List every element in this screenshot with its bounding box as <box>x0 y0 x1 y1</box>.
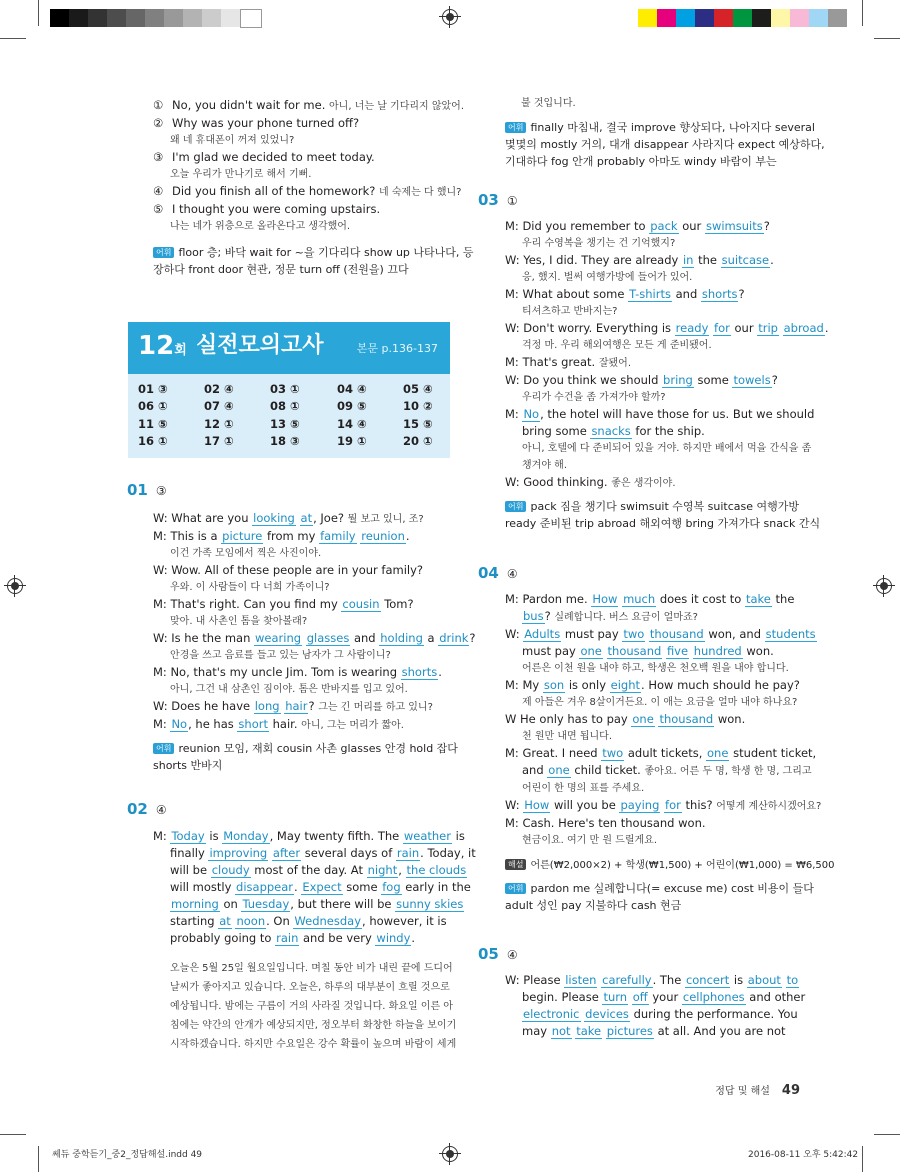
registration-mark-top <box>442 9 458 25</box>
option-line <box>153 201 453 218</box>
answer-cell: 11 ⑤ <box>138 417 168 431</box>
option-ko: 오늘 우리가 만나기로 해서 기뻐. <box>170 169 312 180</box>
option-ko: 네 숙제는 다 했니? <box>379 187 462 198</box>
question-02-number: 02 ④ <box>127 800 167 818</box>
answer-cell: 15 ⑤ <box>403 417 433 431</box>
left-top-options <box>153 97 474 278</box>
question-01-script: W: What are you looking at, Joe? 뭘 보고 있니, 조? M: This is a picture from my family reunion. 이건 가족 모임에서 찍은 사진이야. W: Wow. All of these people are in your family? 우와. 이 사람들이 다 너희 가족이니? M: That's right. Can you find my cousin Tom? 맞아. 내 사촌인 톰을 찾아볼래? W: Is he the man wearing glasses and holding a drink? 안경을 쓰고 음료를 들고 있는 남자가 그 사람이니? M: No, that's my uncle Jim. Tom is wearing shorts. 아니, 그건 내 삼촌인 짐이야. 톰은 반바지를 입고 있어. W: Does he have long hair? 그는 긴 머리를 하고 있니? M: No, he has short hair. 아니, 그는 머리가 짧아. 어휘 reunion 모임, 재회 cousin 사촌 glasses 안경 hold 잡다 shorts 반바지 <box>153 511 476 772</box>
answer-cell: 04 ④ <box>337 382 367 396</box>
answer-key-table <box>128 374 450 458</box>
option-ko: 나는 네가 위층으로 올라온다고 생각했어. <box>170 221 351 232</box>
option-en: I thought you were coming upstairs. <box>172 202 381 216</box>
answer-cell: 19 ① <box>337 434 367 448</box>
test-title: 실전모의고사 <box>196 333 324 358</box>
registration-mark-right <box>876 578 892 594</box>
question-05-script: W: Please listen carefully. The concert is about to begin. Please turn off your cellphones and other electronic devices during the performance. You may not take pictures at all. And you are not <box>505 973 806 1038</box>
question-01-number: 01 ③ <box>127 481 167 499</box>
answer-cell: 09 ⑤ <box>337 399 367 413</box>
option-en: Why was your phone turned off? <box>172 116 360 130</box>
option-line <box>153 183 462 201</box>
answer-cell: 18 ③ <box>270 434 300 448</box>
option-ko: 아니, 너는 날 기다리지 않았어. <box>329 101 465 112</box>
answer-cell: 05 ④ <box>403 382 433 396</box>
vocab-text: 장하다 front door 현관, 정문 turn off (전원을) 끄다 <box>153 263 409 276</box>
registration-mark-bottom <box>442 1146 458 1162</box>
right-top-continuation: 불 것입니다. 어휘 finally 마침내, 결국 improve 향상되다, 나아지다 several 몇몇의 mostly 거의, 대개 disappear 사라지다 expect 예상하다, 기대하다 fog 안개 probably 아마도 windy 바람이 부는 <box>505 98 825 168</box>
question-03-number: 03 ① <box>478 191 518 209</box>
answer-cell: 06 ① <box>138 399 168 413</box>
question-04-script: M: Pardon me. How much does it cost to take the bus? 실례합니다. 버스 요금이 얼마죠? W: Adults must pay two thousand won, and students must pay one thousand five hundred won. 어른은 이천 원을 내야 하고, 학생은 천오백 원을 내야 합니다. M: My son is only eight. How much should he pay? 제 아들은 겨우 8살이거든요. 이 애는 요금을 얼마 내야 하나요? W He only has to pay one thousand won. 천 원만 내면 됩니다. M: Great. I need two adult tickets, one student ticket, and one child ticket. 좋아요. 어른 두 명, 학생 한 명, 그리고 어린이 한 명의 표를 주세요. W: How will you be paying for this? 어떻게 계산하시겠어요? M: Cash. Here's ten thousand won. 현금이요. 여기 만 원 드릴게요. 해설 어른(₩2,000×2) + 학생(₩1,500) + 어린이(₩1,000) = ₩6,500 어휘 pardon me 실례합니다(= excuse me) cost 비용이 들다 adult 성인 pay 지불하다 cash 현금 <box>505 592 835 912</box>
slug-file: 쎄듀 중학듣기_중2_정답해설.indd 49 <box>52 1150 203 1160</box>
vocab-tag: 어휘 <box>505 501 526 512</box>
question-05-number: 05 ④ <box>478 945 518 963</box>
page-reference: 본문 p.136-137 <box>356 342 438 355</box>
option-mark: ② <box>153 116 164 130</box>
answer-cell: 07 ④ <box>204 399 234 413</box>
question-02-script: M: Today is Monday, May twenty fifth. The weather is finally improving after several days of rain. Today, it will be cloudy most of the day. At night, the clouds will mostly disappear. Expect some fog early in the morning on Tuesday, but there will be sunny skies starting at noon. On Wednesday, however, it is probably going to rain and be very windy. 오늘은 5월 25일 월요일입니다. 며칠 동안 비가 내린 끝에 드디어 날씨가 좋아지고 있습니다. 오늘은, 하루의 대부분이 흐릴 것으로 예상됩니다. 밤에는 구름이 거의 사라질 것입니다. 화요일 이른 아 침에는 약간의 안개가 예상되지만, 정오부터 화창한 하늘을 보이기 시작하겠습니다. 하지만 수요일은 강수 확률이 높으며 바람이 세게 <box>153 829 476 1050</box>
registration-mark-left <box>7 578 23 594</box>
solution-tag: 해설 <box>505 859 526 870</box>
answer-cell: 20 ① <box>403 434 433 448</box>
answer-cell: 16 ① <box>138 434 168 448</box>
test-banner <box>128 322 450 374</box>
option-mark: ③ <box>153 150 164 164</box>
answer-cell: 10 ② <box>403 399 433 413</box>
answer-cell: 13 ⑤ <box>270 417 300 431</box>
option-mark: ⑤ <box>153 202 164 216</box>
option-mark: ④ <box>153 184 164 198</box>
answer-cell: 14 ④ <box>337 417 367 431</box>
footer-label: 정답 및 해설 <box>715 1086 770 1097</box>
answer-cell: 17 ① <box>204 434 234 448</box>
vocab-tag: 어휘 <box>153 247 174 258</box>
answer-cell: 01 ③ <box>138 382 168 396</box>
option-en: No, you didn't wait for me. <box>172 98 326 112</box>
option-mark: ① <box>153 98 164 112</box>
vocab-box <box>153 244 474 261</box>
option-en: Did you finish all of the homework? <box>172 184 376 198</box>
option-en: I'm glad we decided to meet today. <box>172 150 375 164</box>
test-number: 12회 <box>138 331 187 361</box>
answer-cell: 02 ④ <box>204 382 234 396</box>
answer-cell: 12 ① <box>204 417 234 431</box>
vocab-tag: 어휘 <box>153 743 174 754</box>
page-number: 49 <box>781 1083 800 1098</box>
vocab-text: floor 층; 바닥 wait for ~을 기다리다 show up 나타나다, 등 <box>178 246 474 259</box>
answer-cell: 08 ① <box>270 399 300 413</box>
option-line <box>153 97 465 115</box>
vocab-tag: 어휘 <box>505 883 526 894</box>
option-line <box>153 149 453 166</box>
slug-datetime: 2016-08-11 오후 5:42:42 <box>748 1150 859 1160</box>
page-footer <box>715 1082 800 1098</box>
option-line <box>153 115 453 132</box>
answer-cell: 03 ① <box>270 382 300 396</box>
option-ko: 왜 네 휴대폰이 꺼져 있었니? <box>170 135 295 146</box>
question-04-number: 04 ④ <box>478 564 518 582</box>
question-03-script: M: Did you remember to pack our swimsuits? 우리 수영복을 챙기는 건 기억했지? W: Yes, I did. They are already in the suitcase. 응, 했지. 벌써 여행가방에 들어가 있어. M: What about some T-shirts and shorts? 티셔츠하고 반바지는? W: Don't worry. Everything is ready for our trip abroad. 걱정 마. 우리 해외여행은 모든 게 준비됐어. M: That's great. 잘됐어. W: Do you think we should bring some towels? 우리가 수건을 좀 가져가야 할까? M: No, the hotel will have those for us. But we should bring some snacks for the ship. 아니, 호텔에 다 준비되어 있을 거야. 하지만 배에서 먹을 간식을 좀 챙겨야 해. W: Good thinking. 좋은 생각이야. 어휘 pack 짐을 챙기다 swimsuit 수영복 suitcase 여행가방 ready 준비된 trip abroad 해외여행 bring 가져가다 snack 간식 <box>505 219 829 530</box>
vocab-tag: 어휘 <box>505 122 526 133</box>
